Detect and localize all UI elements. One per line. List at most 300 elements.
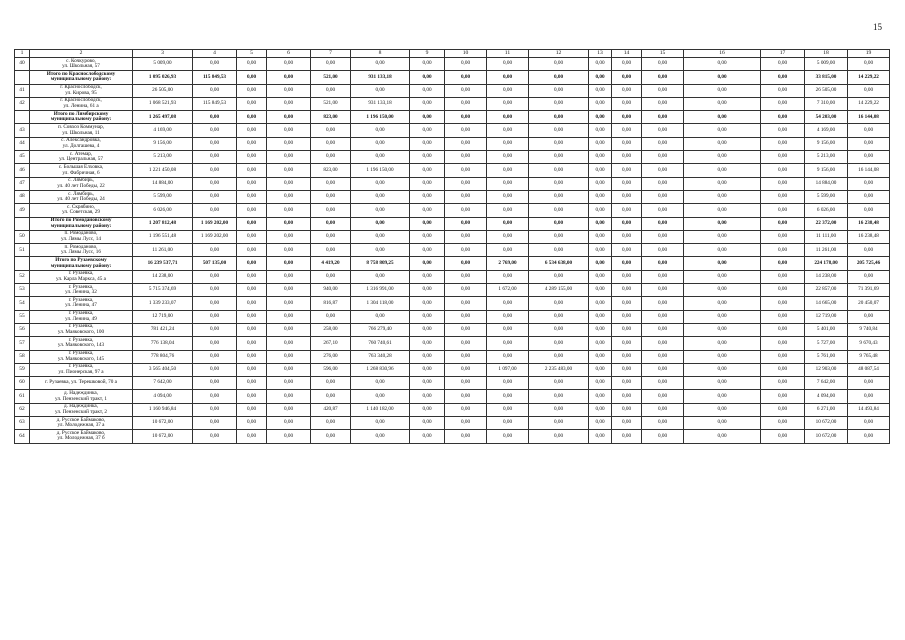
row-number-cell: 59 — [15, 363, 30, 376]
value-cell: 0,00 — [445, 403, 487, 416]
value-cell: 0,00 — [612, 177, 642, 190]
value-cell: 0,00 — [237, 71, 267, 84]
value-cell: 0,00 — [410, 217, 445, 230]
value-cell: 0,00 — [848, 310, 890, 323]
value-cell: 5 009,00 — [805, 58, 848, 71]
value-cell: 0,00 — [410, 230, 445, 243]
value-cell: 0,00 — [445, 377, 487, 390]
table-row — [15, 270, 890, 283]
value-cell: 0,00 — [642, 270, 684, 283]
value-cell: 0,00 — [351, 151, 410, 164]
address-cell: д. Надеждинка, ул. Пензенский тракт, 1 — [30, 390, 133, 403]
address-cell: п. Совхоз Коммунар, ул. Школьная, 11 — [30, 124, 133, 137]
header-cell: 10 — [445, 50, 487, 58]
value-cell: 0,00 — [612, 337, 642, 350]
header-cell: 5 — [237, 50, 267, 58]
value-cell: 0,00 — [351, 217, 410, 230]
value-cell: 0,00 — [529, 417, 589, 430]
value-cell: 0,00 — [237, 350, 267, 363]
row-number-cell: 55 — [15, 310, 30, 323]
value-cell: 0,00 — [487, 270, 529, 283]
value-cell: 0,00 — [237, 377, 267, 390]
value-cell: 0,00 — [351, 310, 410, 323]
address-cell: Итого по Рузаевскому муниципальному району: — [30, 257, 133, 270]
row-number-cell: 43 — [15, 124, 30, 137]
value-cell: 0,00 — [445, 204, 487, 217]
value-cell: 0,00 — [311, 417, 351, 430]
value-cell: 0,00 — [612, 217, 642, 230]
value-cell: 0,00 — [311, 177, 351, 190]
value-cell: 0,00 — [684, 244, 761, 257]
value-cell: 0,00 — [445, 111, 487, 124]
value-cell: 0,00 — [351, 190, 410, 203]
value-cell: 0,00 — [267, 377, 311, 390]
value-cell: 0,00 — [642, 151, 684, 164]
value-cell: 1 196 150,00 — [351, 164, 410, 177]
value-cell: 0,00 — [848, 390, 890, 403]
value-cell: 0,00 — [351, 230, 410, 243]
value-cell: 0,00 — [445, 270, 487, 283]
value-cell: 0,00 — [684, 111, 761, 124]
value-cell: 0,00 — [445, 390, 487, 403]
value-cell: 0,00 — [193, 430, 237, 443]
row-number-cell: 51 — [15, 244, 30, 257]
value-cell: 0,00 — [589, 390, 612, 403]
value-cell: 0,00 — [267, 71, 311, 84]
address-cell: п. Ромоданово, ул. Лямы Лусс, 14 — [30, 230, 133, 243]
value-cell: 0,00 — [267, 284, 311, 297]
value-cell: 5 401,00 — [805, 323, 848, 336]
value-cell: 10 672,00 — [133, 430, 193, 443]
value-cell: 5 715 374,69 — [133, 284, 193, 297]
value-cell: 0,00 — [410, 71, 445, 84]
table-row — [15, 310, 890, 323]
value-cell: 6 026,00 — [805, 204, 848, 217]
value-cell: 0,00 — [529, 403, 589, 416]
value-cell: 0,00 — [642, 403, 684, 416]
row-number-cell: 53 — [15, 284, 30, 297]
value-cell: 0,00 — [193, 337, 237, 350]
value-cell: 0,00 — [237, 124, 267, 137]
value-cell: 48 087,54 — [848, 363, 890, 376]
value-cell: 8 758 809,25 — [351, 257, 410, 270]
value-cell: 11 261,00 — [133, 244, 193, 257]
header-cell: 4 — [193, 50, 237, 58]
value-cell: 0,00 — [445, 190, 487, 203]
value-cell: 0,00 — [642, 310, 684, 323]
value-cell: 0,00 — [761, 270, 805, 283]
value-cell: 0,00 — [642, 257, 684, 270]
value-cell: 0,00 — [410, 177, 445, 190]
value-cell: 0,00 — [410, 257, 445, 270]
value-cell: 0,00 — [529, 310, 589, 323]
header-cell: 15 — [642, 50, 684, 58]
value-cell: 0,00 — [445, 257, 487, 270]
value-cell: 0,00 — [410, 84, 445, 97]
value-cell: 9 156,00 — [133, 137, 193, 150]
address-cell: г. Рузаевка, ул. Терешковой, 70 а — [30, 377, 133, 390]
address-cell: д. Надеждинка, ул. Пензенский тракт, 2 — [30, 403, 133, 416]
value-cell: 0,00 — [589, 284, 612, 297]
table-row — [15, 430, 890, 443]
value-cell: 823,00 — [311, 164, 351, 177]
value-cell: 0,00 — [848, 137, 890, 150]
total-row — [15, 257, 890, 270]
value-cell: 4 094,00 — [133, 390, 193, 403]
value-cell: 0,00 — [642, 417, 684, 430]
value-cell: 0,00 — [410, 430, 445, 443]
value-cell: 0,00 — [237, 337, 267, 350]
row-number-cell: 54 — [15, 297, 30, 310]
value-cell: 0,00 — [237, 58, 267, 71]
value-cell: 0,00 — [487, 230, 529, 243]
value-cell: 0,00 — [761, 310, 805, 323]
value-cell: 0,00 — [642, 204, 684, 217]
value-cell: 0,00 — [529, 137, 589, 150]
value-cell: 0,00 — [311, 230, 351, 243]
row-number-cell — [15, 71, 30, 84]
table-row — [15, 390, 890, 403]
table-row — [15, 177, 890, 190]
value-cell: 0,00 — [761, 417, 805, 430]
value-cell: 0,00 — [267, 58, 311, 71]
value-cell: 931 133,18 — [351, 71, 410, 84]
value-cell: 0,00 — [761, 377, 805, 390]
value-cell: 1 095 026,93 — [133, 71, 193, 84]
value-cell: 0,00 — [642, 71, 684, 84]
value-cell: 0,00 — [193, 177, 237, 190]
value-cell: 0,00 — [351, 270, 410, 283]
value-cell: 16 144,08 — [848, 111, 890, 124]
table-row — [15, 323, 890, 336]
value-cell: 0,00 — [237, 230, 267, 243]
value-cell: 0,00 — [529, 151, 589, 164]
value-cell: 0,00 — [410, 111, 445, 124]
value-cell: 0,00 — [684, 190, 761, 203]
value-cell: 0,00 — [410, 337, 445, 350]
value-cell: 1 196 150,00 — [351, 111, 410, 124]
value-cell: 0,00 — [589, 97, 612, 110]
value-cell: 0,00 — [684, 217, 761, 230]
value-cell: 0,00 — [193, 58, 237, 71]
value-cell: 2 769,00 — [487, 257, 529, 270]
value-cell: 0,00 — [684, 124, 761, 137]
value-cell: 0,00 — [612, 363, 642, 376]
value-cell: 0,00 — [445, 430, 487, 443]
header-cell: 17 — [761, 50, 805, 58]
value-cell: 0,00 — [761, 151, 805, 164]
value-cell: 0,00 — [351, 58, 410, 71]
value-cell: 0,00 — [237, 297, 267, 310]
value-cell: 16 239 537,71 — [133, 257, 193, 270]
value-cell: 14 229,22 — [848, 97, 890, 110]
address-cell: с. Кочкурово, ул. Школьная, 57 — [30, 58, 133, 71]
value-cell: 9 740,84 — [848, 323, 890, 336]
value-cell: 0,00 — [193, 84, 237, 97]
value-cell: 0,00 — [267, 190, 311, 203]
value-cell: 0,00 — [351, 84, 410, 97]
value-cell: 763 340,28 — [351, 350, 410, 363]
value-cell: 0,00 — [589, 71, 612, 84]
header-cell: 6 — [267, 50, 311, 58]
value-cell: 0,00 — [612, 430, 642, 443]
value-cell: 0,00 — [761, 71, 805, 84]
value-cell: 0,00 — [311, 244, 351, 257]
value-cell: 0,00 — [761, 244, 805, 257]
value-cell: 0,00 — [761, 58, 805, 71]
value-cell: 0,00 — [487, 97, 529, 110]
value-cell: 0,00 — [589, 164, 612, 177]
row-number-cell: 48 — [15, 190, 30, 203]
value-cell: 0,00 — [267, 337, 311, 350]
value-cell: 0,00 — [612, 230, 642, 243]
value-cell: 0,00 — [529, 204, 589, 217]
value-cell: 0,00 — [237, 310, 267, 323]
value-cell: 267,10 — [311, 337, 351, 350]
value-cell: 0,00 — [612, 350, 642, 363]
value-cell: 1 068 521,93 — [133, 97, 193, 110]
value-cell: 0,00 — [642, 337, 684, 350]
value-cell: 0,00 — [761, 363, 805, 376]
value-cell: 0,00 — [761, 204, 805, 217]
value-cell: 0,00 — [642, 363, 684, 376]
value-cell: 0,00 — [351, 417, 410, 430]
header-cell: 1 — [15, 50, 30, 58]
value-cell: 0,00 — [193, 363, 237, 376]
value-cell: 0,00 — [761, 84, 805, 97]
value-cell: 0,00 — [487, 204, 529, 217]
value-cell: 507 135,00 — [193, 257, 237, 270]
value-cell: 26 505,00 — [133, 84, 193, 97]
value-cell: 781 421,24 — [133, 323, 193, 336]
value-cell: 0,00 — [487, 297, 529, 310]
value-cell: 0,00 — [267, 270, 311, 283]
value-cell: 0,00 — [589, 310, 612, 323]
value-cell: 0,00 — [642, 124, 684, 137]
value-cell: 0,00 — [612, 270, 642, 283]
value-cell: 0,00 — [267, 124, 311, 137]
value-cell: 0,00 — [589, 323, 612, 336]
value-cell: 0,00 — [589, 204, 612, 217]
value-cell: 0,00 — [529, 337, 589, 350]
value-cell: 0,00 — [193, 417, 237, 430]
address-cell: с. Лямбирь, ул. 40 лет Победы, 22 — [30, 177, 133, 190]
value-cell: 0,00 — [311, 204, 351, 217]
value-cell: 0,00 — [237, 323, 267, 336]
value-cell: 0,00 — [445, 310, 487, 323]
value-cell: 16 238,48 — [848, 230, 890, 243]
value-cell: 0,00 — [761, 284, 805, 297]
header-cell: 11 — [487, 50, 529, 58]
value-cell: 14 229,22 — [848, 71, 890, 84]
value-cell: 0,00 — [529, 124, 589, 137]
total-row — [15, 71, 890, 84]
table-row — [15, 363, 890, 376]
value-cell: 0,00 — [589, 417, 612, 430]
value-cell: 0,00 — [487, 377, 529, 390]
value-cell: 0,00 — [612, 84, 642, 97]
value-cell: 0,00 — [237, 137, 267, 150]
value-cell: 1 221 450,08 — [133, 164, 193, 177]
value-cell: 0,00 — [487, 177, 529, 190]
value-cell: 931 133,18 — [351, 97, 410, 110]
value-cell: 0,00 — [684, 270, 761, 283]
table-row — [15, 124, 890, 137]
value-cell: 0,00 — [267, 97, 311, 110]
value-cell: 0,00 — [311, 137, 351, 150]
value-cell: 0,00 — [237, 217, 267, 230]
value-cell: 0,00 — [193, 164, 237, 177]
value-cell: 0,00 — [193, 390, 237, 403]
value-cell: 0,00 — [193, 323, 237, 336]
value-cell: 0,00 — [410, 363, 445, 376]
value-cell: 0,00 — [237, 204, 267, 217]
value-cell: 760 740,61 — [351, 337, 410, 350]
table-row — [15, 137, 890, 150]
value-cell: 0,00 — [193, 270, 237, 283]
value-cell: 0,00 — [761, 137, 805, 150]
value-cell: 0,00 — [589, 177, 612, 190]
value-cell: 0,00 — [589, 190, 612, 203]
value-cell: 0,00 — [445, 84, 487, 97]
value-cell: 0,00 — [410, 390, 445, 403]
header-row — [15, 50, 890, 58]
row-number-cell: 46 — [15, 164, 30, 177]
table-row — [15, 84, 890, 97]
value-cell: 0,00 — [612, 137, 642, 150]
header-cell: 14 — [612, 50, 642, 58]
address-cell: г. Рузаевка, ул. Ленина, 32 — [30, 284, 133, 297]
value-cell: 0,00 — [642, 137, 684, 150]
table-row — [15, 204, 890, 217]
value-cell: 0,00 — [529, 164, 589, 177]
value-cell: 0,00 — [445, 363, 487, 376]
row-number-cell: 58 — [15, 350, 30, 363]
value-cell: 0,00 — [193, 297, 237, 310]
value-cell: 0,00 — [612, 151, 642, 164]
value-cell: 0,00 — [684, 377, 761, 390]
header-cell: 18 — [805, 50, 848, 58]
value-cell: 0,00 — [267, 111, 311, 124]
value-cell: 1 196 551,48 — [133, 230, 193, 243]
value-cell: 0,00 — [684, 323, 761, 336]
value-cell: 0,00 — [684, 403, 761, 416]
value-cell: 115 849,53 — [193, 97, 237, 110]
value-cell: 0,00 — [410, 190, 445, 203]
value-cell: 0,00 — [529, 377, 589, 390]
value-cell: 0,00 — [445, 337, 487, 350]
value-cell: 6 271,00 — [805, 403, 848, 416]
value-cell: 0,00 — [529, 111, 589, 124]
table-row — [15, 97, 890, 110]
value-cell: 10 672,00 — [133, 417, 193, 430]
value-cell: 2 235 483,00 — [529, 363, 589, 376]
address-cell: г. Рузаевка, ул. Ленина, 47 — [30, 297, 133, 310]
value-cell: 0,00 — [410, 137, 445, 150]
value-cell: 0,00 — [487, 417, 529, 430]
value-cell: 0,00 — [410, 270, 445, 283]
value-cell: 0,00 — [351, 390, 410, 403]
value-cell: 0,00 — [529, 270, 589, 283]
value-cell: 9 156,00 — [805, 164, 848, 177]
value-cell: 0,00 — [684, 230, 761, 243]
value-cell: 0,00 — [267, 230, 311, 243]
value-cell: 0,00 — [684, 430, 761, 443]
value-cell: 0,00 — [761, 190, 805, 203]
value-cell: 0,00 — [311, 217, 351, 230]
value-cell: 0,00 — [193, 244, 237, 257]
row-number-cell: 40 — [15, 58, 30, 71]
value-cell: 0,00 — [267, 350, 311, 363]
value-cell: 0,00 — [612, 257, 642, 270]
address-cell: д. Русское Баймаково, ул. Молодежная, 37 а — [30, 417, 133, 430]
total-row — [15, 111, 890, 124]
value-cell: 0,00 — [267, 257, 311, 270]
value-cell: 0,00 — [237, 430, 267, 443]
value-cell: 0,00 — [848, 417, 890, 430]
value-cell: 0,00 — [589, 58, 612, 71]
row-number-cell: 56 — [15, 323, 30, 336]
value-cell: 4 289 155,00 — [529, 284, 589, 297]
value-cell: 0,00 — [410, 350, 445, 363]
value-cell: 0,00 — [589, 230, 612, 243]
value-cell: 3 565 404,50 — [133, 363, 193, 376]
value-cell: 16 238,48 — [848, 217, 890, 230]
value-cell: 0,00 — [529, 430, 589, 443]
value-cell: 0,00 — [684, 58, 761, 71]
value-cell: 0,00 — [642, 284, 684, 297]
value-cell: 0,00 — [642, 190, 684, 203]
value-cell: 0,00 — [311, 151, 351, 164]
total-row — [15, 217, 890, 230]
value-cell: 0,00 — [761, 350, 805, 363]
value-cell: 4 419,20 — [311, 257, 351, 270]
header-cell: 9 — [410, 50, 445, 58]
value-cell: 0,00 — [848, 58, 890, 71]
value-cell: 0,00 — [267, 403, 311, 416]
table-row — [15, 297, 890, 310]
row-number-cell: 42 — [15, 97, 30, 110]
value-cell: 7 642,00 — [133, 377, 193, 390]
header-cell: 19 — [848, 50, 890, 58]
value-cell: 0,00 — [487, 71, 529, 84]
value-cell: 0,00 — [848, 177, 890, 190]
value-cell: 115 849,53 — [193, 71, 237, 84]
value-cell: 0,00 — [684, 137, 761, 150]
value-cell: 0,00 — [684, 71, 761, 84]
value-cell: 0,00 — [445, 97, 487, 110]
value-cell: 0,00 — [529, 217, 589, 230]
table-row — [15, 58, 890, 71]
value-cell: 0,00 — [267, 390, 311, 403]
value-cell: 14 884,00 — [133, 177, 193, 190]
value-cell: 1 672,00 — [487, 284, 529, 297]
value-cell: 0,00 — [589, 297, 612, 310]
value-cell: 0,00 — [445, 124, 487, 137]
value-cell: 1 339 233,07 — [133, 297, 193, 310]
value-cell: 0,00 — [529, 177, 589, 190]
value-cell: 0,00 — [410, 124, 445, 137]
value-cell: 1 265 497,08 — [133, 111, 193, 124]
value-cell: 0,00 — [237, 190, 267, 203]
value-cell: 0,00 — [487, 323, 529, 336]
value-cell: 0,00 — [642, 297, 684, 310]
value-cell: 0,00 — [642, 164, 684, 177]
value-cell: 0,00 — [445, 58, 487, 71]
value-cell: 0,00 — [487, 310, 529, 323]
value-cell: 0,00 — [642, 58, 684, 71]
value-cell: 9 765,48 — [848, 350, 890, 363]
